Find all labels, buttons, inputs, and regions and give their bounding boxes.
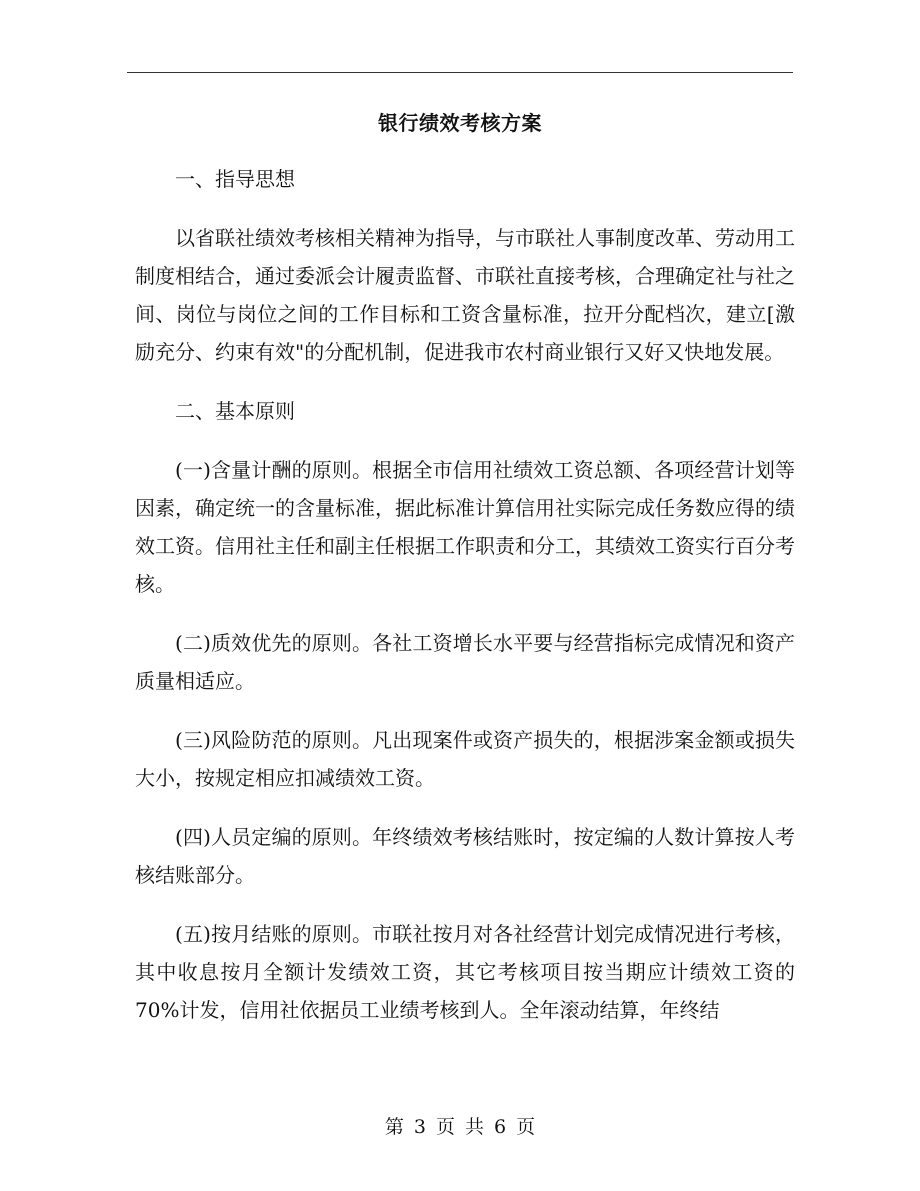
paragraph-principle-3: (三)风险防范的原则。凡出现案件或资产损失的，根据涉案金额或损失大小，按规定相应扣减绩效工资。 — [135, 728, 795, 790]
paragraph-guiding-ideology: 以省联社绩效考核相关精神为指导，与市联社人事制度改革、劳动用工制度相结合，通过委派会计履责监督、市联社直接考核，合理确定社与社之间、岗位与岗位之间的工作目标和工资含量标准，拉开分配档次，建立[激励充分、约束有效"的分配机制，促进我市农村商业银行又好又快地发展。 — [135, 226, 795, 364]
paragraph-principle-5: (五)按月结账的原则。市联社按月对各社经营计划完成情况进行考核，其中收息按月全额计发绩效工资，其它考核项目按当期应计绩效工资的70%计发，信用社依据员工业绩考核到人。全年滚动结算，年终结 — [135, 922, 795, 1022]
document-title: 银行绩效考核方案 — [378, 111, 542, 135]
paragraph-principle-1: (一)含量计酬的原则。根据全市信用社绩效工资总额、各项经营计划等因素，确定统一的含量标准，据此标准计算信用社实际完成任务数应得的绩效工资。信用社主任和副主任根据工作职责和分工，其绩效工资实行百分考核。 — [135, 458, 795, 596]
paragraph-principle-2: (二)质效优先的原则。各社工资增长水平要与经营指标完成情况和资产质量相适应。 — [135, 631, 795, 693]
section-heading-basic-principles: 二、基本原则 — [175, 399, 295, 423]
header-rule — [127, 72, 793, 73]
section-heading-guiding-ideology: 一、指导思想 — [175, 167, 295, 191]
page-number-footer: 第 3 页 共 6 页 — [384, 1116, 536, 1138]
paragraph-principle-4: (四)人员定编的原则。年终绩效考核结账时，按定编的人数计算按人考核结账部分。 — [135, 825, 795, 887]
document-body — [135, 160, 795, 1050]
